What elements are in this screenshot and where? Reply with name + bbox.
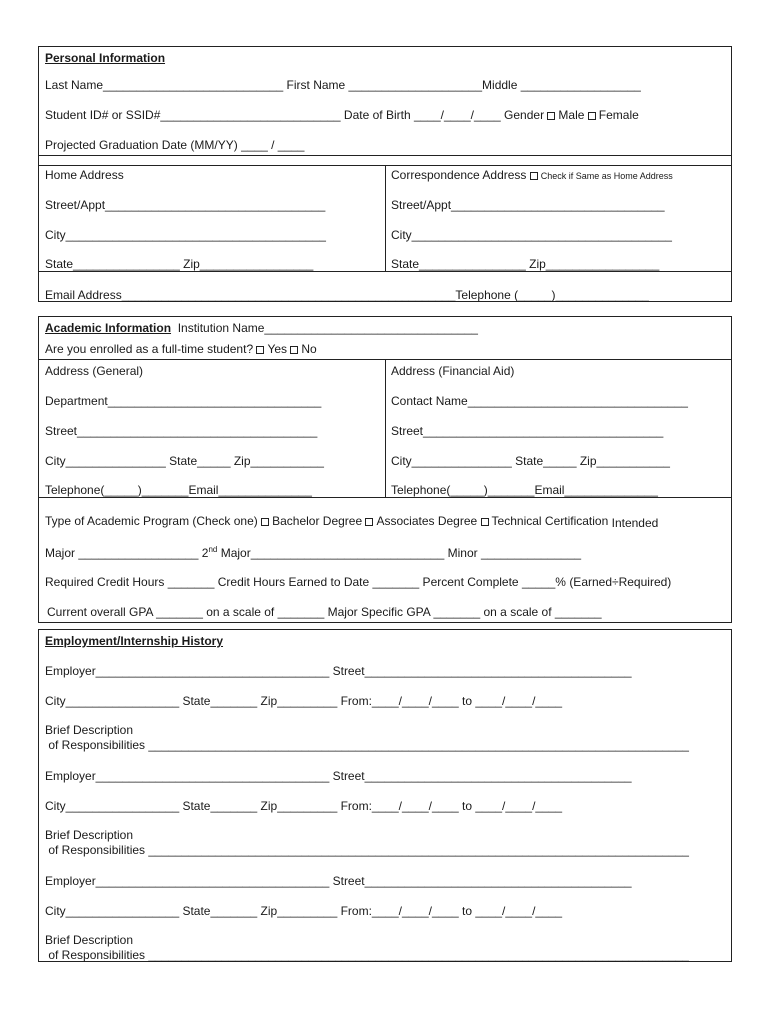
same-as-home-checkbox[interactable] [530,172,538,180]
intended-label: Intended [611,516,659,530]
gpa-line[interactable]: Current overall GPA _______ on a scale of _______ Major Specific GPA _______ on a scale of _______ [47,605,602,619]
corr-address-text: Correspondence Address [391,168,530,182]
department-field[interactable]: Department________________________________ [45,394,322,408]
city-dates-2[interactable]: City_________________ State_______ Zip_________ From:____/____/____ to ____/____/____ [45,799,563,813]
institution-name[interactable]: Institution Name________________________________ [171,321,478,335]
no-label: No [301,342,317,356]
credit-hours-line[interactable]: Required Credit Hours _______ Credit Hours Earned to Date _______ Percent Complete _____% (Earned÷Required) [45,575,672,589]
fulltime-question: Are you enrolled as a full-time student? [45,342,257,356]
technical-checkbox[interactable] [481,518,489,526]
name-line[interactable]: Last Name___________________________ First Name ____________________Middle __________________ [45,78,641,92]
column-divider [385,165,386,271]
yes-label: Yes [267,342,291,356]
program-line [45,514,658,528]
academic-header-line [45,321,478,335]
employer-street-3[interactable]: Employer___________________________________ Street________________________________________ [45,874,632,888]
brief-desc-label-2: Brief Description [45,828,134,842]
responsibilities-3[interactable]: of Responsibilities _________________________________________________________________________________ [45,948,689,962]
financial-city-state-zip[interactable]: City_______________ State_____ Zip___________ [391,454,670,468]
city-dates-1[interactable]: City_________________ State_______ Zip_________ From:____/____/____ to ____/____/____ [45,694,563,708]
id-dob-gender-text[interactable]: Student ID# or SSID#___________________________ Date of Birth ____/____/____ Gender [45,108,548,122]
addr-general-label: Address (General) [45,364,144,378]
personal-header: Personal Information [45,51,166,65]
id-line [45,108,639,122]
divider [39,497,731,498]
male-label: Male [558,108,585,122]
grad-date-line[interactable]: Projected Graduation Date (MM/YY) ____ / ____ [45,138,305,152]
associates-label: Associates Degree [376,514,481,528]
corr-state-zip[interactable]: State________________ Zip_________________ [391,257,660,271]
contact-name-field[interactable]: Contact Name_________________________________ [391,394,688,408]
addr-financial-label: Address (Financial Aid) [391,364,515,378]
home-street[interactable]: Street/Appt_________________________________ [45,198,326,212]
associates-checkbox[interactable] [365,518,373,526]
female-label: Female [598,108,639,122]
corr-address-label [391,168,673,183]
fulltime-no-checkbox[interactable] [290,346,298,354]
bachelor-checkbox[interactable] [261,518,269,526]
employer-street-1[interactable]: Employer___________________________________ Street________________________________________ [45,664,632,678]
fulltime-yes-checkbox[interactable] [256,346,264,354]
general-telephone-email[interactable]: Telephone(_____)_______Email______________ [45,483,312,497]
technical-label: Technical Certification [491,514,609,528]
bachelor-label: Bachelor Degree [272,514,366,528]
general-street-field[interactable]: Street____________________________________ [45,424,318,438]
brief-desc-label-3: Brief Description [45,933,134,947]
general-city-state-zip[interactable]: City_______________ State_____ Zip___________ [45,454,324,468]
employment-header: Employment/Internship History [45,634,224,648]
home-city[interactable]: City_______________________________________ [45,228,326,242]
responsibilities-2[interactable]: of Responsibilities _________________________________________________________________________________ [45,843,689,857]
ordinal-suffix: nd [208,545,218,554]
home-state-zip[interactable]: State________________ Zip_________________ [45,257,314,271]
employment-section [38,629,732,962]
email-telephone-line[interactable]: Email Address__________________________________________________Telephone (_____)______________ [45,288,649,302]
female-checkbox[interactable] [588,112,596,120]
academic-header: Academic Information [45,321,172,335]
academic-section [38,316,732,623]
corr-city[interactable]: City_______________________________________ [391,228,672,242]
home-address-label: Home Address [45,168,124,182]
divider [39,271,731,272]
major-line[interactable] [45,546,581,560]
second-major-minor-field[interactable]: Major_____________________________ Minor _______________ [217,546,582,560]
brief-desc-label-1: Brief Description [45,723,134,737]
employer-street-2[interactable]: Employer___________________________________ Street________________________________________ [45,769,632,783]
fulltime-line [45,342,317,356]
divider [39,155,731,156]
city-dates-3[interactable]: City_________________ State_______ Zip_________ From:____/____/____ to ____/____/____ [45,904,563,918]
same-as-home-label: Check if Same as Home Address [540,171,673,181]
program-label: Type of Academic Program (Check one) [45,514,262,528]
financial-telephone-email[interactable]: Telephone(_____)_______Email______________ [391,483,658,497]
column-divider [385,359,386,497]
male-checkbox[interactable] [547,112,555,120]
personal-section [38,46,732,302]
financial-street-field[interactable]: Street____________________________________ [391,424,664,438]
corr-street[interactable]: Street/Appt________________________________ [391,198,665,212]
major-field[interactable]: Major __________________ 2 [45,546,209,560]
responsibilities-1[interactable]: of Responsibilities _________________________________________________________________________________ [45,738,689,752]
